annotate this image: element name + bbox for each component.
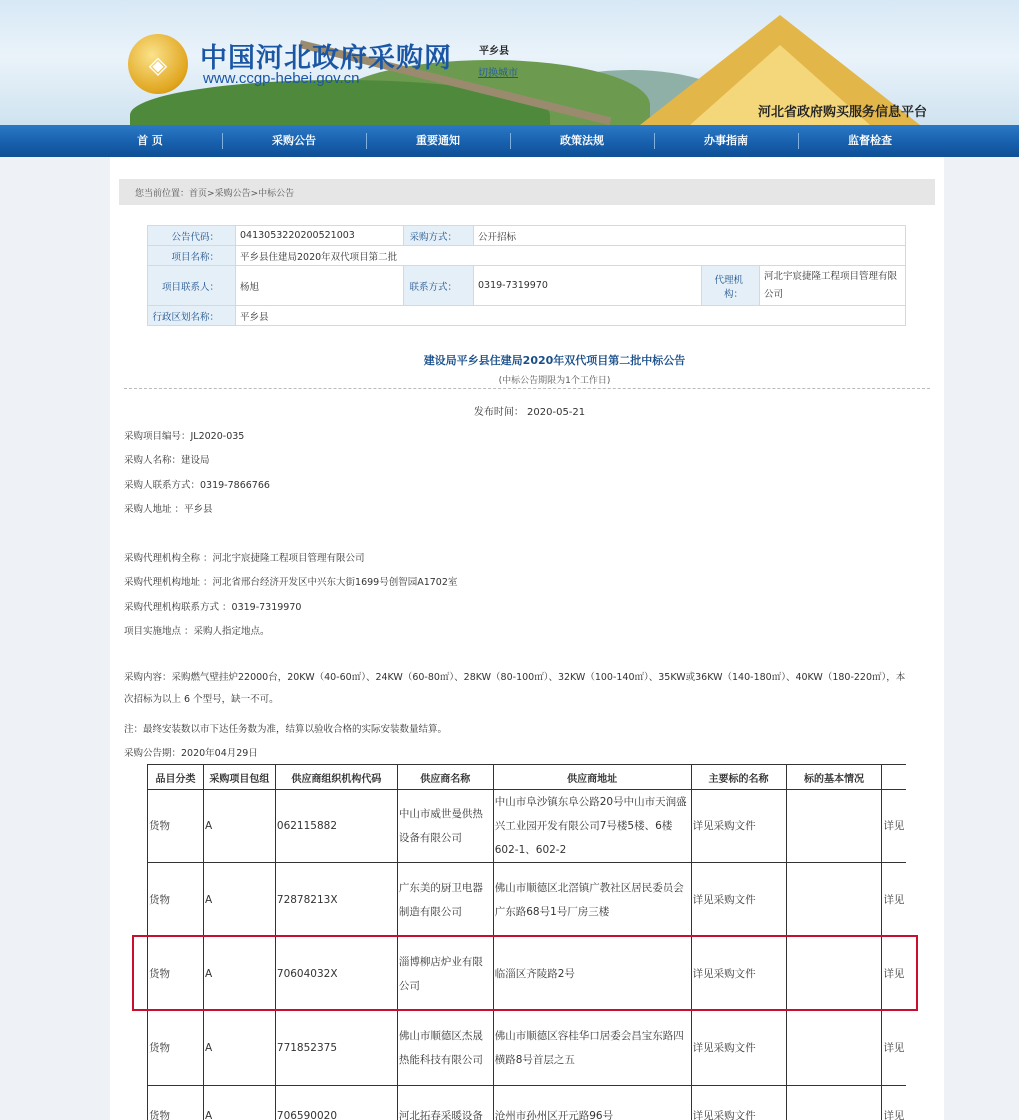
cell-supplier-address: 沧州市孙州区开元路96号 [493,1086,691,1120]
cell-org-code: 771852375 [275,1011,397,1086]
project-number: 采购项目编号：JL2020-035 [124,431,245,442]
region-label: 行政区划名称： [148,306,236,326]
cell-supplier-address: 佛山市顺德区容桂华口居委会昌宝东路四横路8号首层之五 [493,1011,691,1086]
nav-procurement-notices[interactable]: 采购公告 [222,125,366,157]
method-label: 采购方式： [404,226,474,246]
cell-supplier-name: 广东美的厨卫电器制造有限公司 [397,863,493,937]
phone-value: 0319-7319970 [474,266,702,306]
announcement-title: 建设局平乡县住建局2020年双代项目第二批中标公告 [423,354,686,367]
settlement-note: 注：最终安装数以市下达任务数为准，结算以验收合格的实际安装数量结算。 [124,724,448,735]
project-info-table [147,225,906,326]
agency-value: 河北宇宸捷隆工程项目管理有限公司 [760,266,906,306]
cell-supplier-name: 河北拓春采暖设备 [397,1086,493,1120]
breadcrumb-current: 中标公告 [258,189,295,199]
procurement-content: 采购内容：采购燃气壁挂炉22000台，20KW（40-60㎡）、24KW（60-80㎡）、28KW（80-100㎡）、32KW（100-140㎡）、35KW或36KW（140-180㎡）、40KW（180-220㎡），本次招标为以上 6 个型号，缺一不可。 [124,672,906,705]
nav-important-notices[interactable]: 重要通知 [366,125,510,157]
cell-item-info [786,937,882,1011]
divider [124,388,930,389]
region-value: 平乡县 [236,306,906,326]
cell-details: 详见 [882,863,906,937]
table-header-row [148,765,907,790]
cell-package: A [203,863,275,937]
cell-details: 详见 [882,790,906,863]
cell-main-item: 详见采购文件 [691,1086,786,1120]
cell-package: A [203,937,275,1011]
column-header: 供应商组织机构代码 [275,765,397,790]
nav-supervision[interactable]: 监督检查 [798,125,942,157]
phone-label: 联系方式： [404,266,474,306]
site-title[interactable]: 中国河北政府采购网 [200,43,452,74]
cell-details: 详见 [882,937,906,1011]
cell-main-item: 详见采购文件 [691,1011,786,1086]
column-header: 主要标的名称 [691,765,786,790]
cell-org-code: 706590020 [275,1086,397,1120]
cell-supplier-name: 中山市威世曼供热设备有限公司 [397,790,493,863]
column-header: 品目分类 [148,765,204,790]
method-value: 公开招标 [474,226,906,246]
table-row [148,937,907,1011]
code-label: 公告代码： [148,226,236,246]
table-row [148,1011,907,1086]
column-header: 供应商名称 [397,765,493,790]
buyer-address: 采购人地址 ：平乡县 [124,504,213,515]
agency-address: 采购代理机构地址 ：河北省邢台经济开发区中兴东大街1699号创智园A1702室 [124,577,458,588]
cell-org-code: 72878213X [275,863,397,937]
cell-org-code: 70604032X [275,937,397,1011]
breadcrumb-procurement[interactable]: 采购公告 [214,189,251,199]
winning-bidders-table [147,764,906,1120]
cell-supplier-name: 淄博柳店炉业有限公司 [397,937,493,1011]
cell-main-item: 详见采购文件 [691,937,786,1011]
cell-details: 详见 [882,1011,906,1086]
breadcrumb [135,186,294,199]
cell-supplier-address: 临淄区齐陵路2号 [493,937,691,1011]
project-site: 项目实施地点 ：采购人指定地点。 [124,626,270,637]
nav-policies[interactable]: 政策法规 [510,125,654,157]
cell-category: 货物 [148,1011,204,1086]
cell-item-info [786,863,882,937]
contact-value: 杨旭 [236,266,404,306]
breadcrumb-home[interactable]: 首页 [189,189,208,199]
breadcrumb-sep: > [207,189,215,199]
cell-item-info [786,790,882,863]
agency-phone: 采购代理机构联系方式 ：0319-7319970 [124,602,302,613]
column-header [882,765,906,790]
project-value: 平乡县住建局2020年双代项目第二批 [236,246,906,266]
announcement-subtitle: (中标公告期限为1个工作日) [498,376,611,386]
nav-home[interactable]: 首 页 [137,134,163,147]
site-url: www.ccgp-hebei.gov.cn [203,70,360,87]
cell-details: 详见 [882,1086,906,1120]
buyer-name: 采购人名称：建设局 [124,455,210,466]
breadcrumb-prefix: 您当前位置： [135,189,190,199]
current-county: 平乡县 [479,46,509,57]
breadcrumb-sep: > [250,189,259,199]
contact-label: 项目联系人： [148,266,236,306]
buyer-phone: 采购人联系方式：0319-7866766 [124,480,270,491]
switch-city-link[interactable]: 切换城市 [478,68,518,79]
table-row [148,863,907,937]
column-header: 供应商地址 [493,765,691,790]
cell-main-item: 详见采购文件 [691,790,786,863]
cell-category: 货物 [148,790,204,863]
platform-name: 河北省政府购买服务信息平台 [757,105,927,120]
agency-label: 代理机构： [702,266,760,306]
agency-full-name: 采购代理机构全称 ：河北宇宸捷隆工程项目管理有限公司 [124,553,365,564]
code-value: 0413053220200521003 [236,226,404,246]
cell-supplier-address: 中山市阜沙镇东阜公路20号中山市天润盛兴工业园开发有限公司7号楼5楼、6楼602-1、602-2 [493,790,691,863]
table-row [148,1086,907,1120]
cell-category: 货物 [148,863,204,937]
announcement-period: 采购公告期：2020年04月29日 [124,748,258,759]
table-row [148,790,907,863]
cell-category: 货物 [148,937,204,1011]
cell-supplier-address: 佛山市顺德区北滘镇广教社区居民委员会广东路68号1号厂房三楼 [493,863,691,937]
cell-package: A [203,790,275,863]
cell-org-code: 062115882 [275,790,397,863]
cell-package: A [203,1086,275,1120]
column-header: 采购项目包组 [203,765,275,790]
cell-category: 货物 [148,1086,204,1120]
publish-time: 发布时间： 2020-05-21 [473,407,586,418]
cell-item-info [786,1086,882,1120]
main-nav [0,125,1019,157]
project-label: 项目名称： [148,246,236,266]
nav-guide[interactable]: 办事指南 [654,125,798,157]
cell-item-info [786,1011,882,1086]
cell-supplier-name: 佛山市顺德区杰晟热能科技有限公司 [397,1011,493,1086]
column-header: 标的基本情况 [786,765,882,790]
cell-main-item: 详见采购文件 [691,863,786,937]
header-banner [0,0,1019,125]
site-logo-icon[interactable]: ◈ [128,34,188,94]
cell-package: A [203,1011,275,1086]
